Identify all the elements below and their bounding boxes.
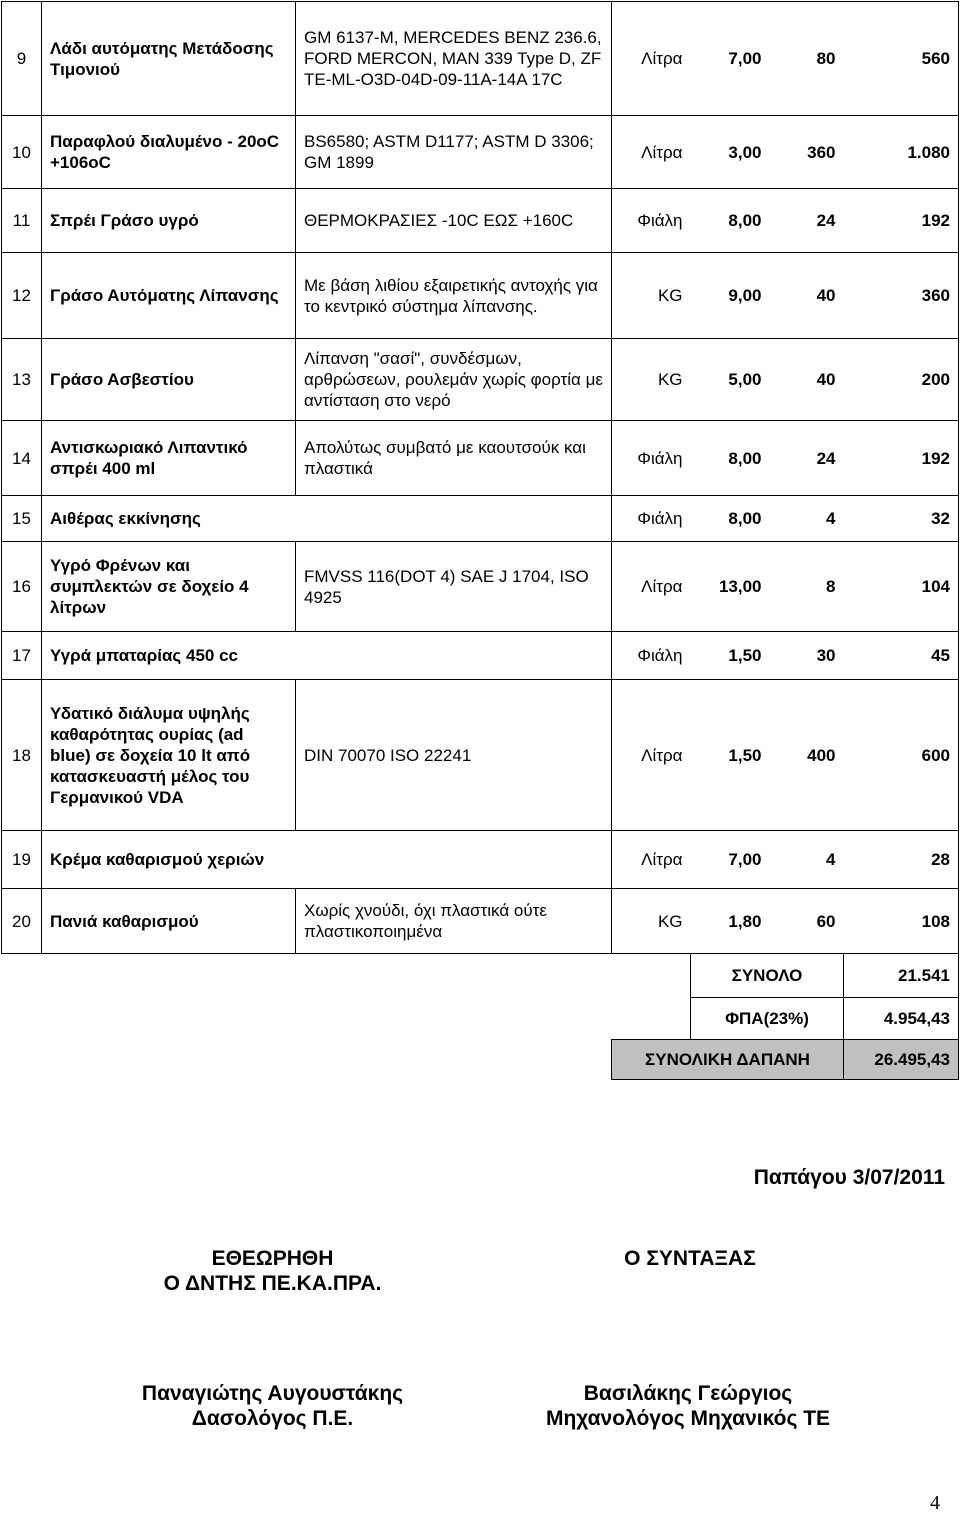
item-unit: Φιάλη bbox=[612, 189, 691, 253]
items-table-body bbox=[2, 2, 959, 1080]
author-signature bbox=[518, 1381, 858, 1431]
item-quantity: 80 bbox=[770, 2, 844, 116]
row-number: 13 bbox=[2, 339, 42, 421]
item-unit: Λίτρα bbox=[612, 2, 691, 116]
item-specification bbox=[296, 632, 612, 680]
item-unit-price: 8,00 bbox=[691, 496, 770, 542]
item-unit: Φιάλη bbox=[612, 632, 691, 680]
item-total: 600 bbox=[844, 680, 959, 831]
approver-signature bbox=[110, 1381, 435, 1431]
item-description: Κρέμα καθαρισμού χεριών bbox=[42, 831, 296, 889]
item-unit-price: 8,00 bbox=[691, 189, 770, 253]
item-description: Υδατικό διάλυμα υψηλής καθαρότητας ουρίας (ad blue) σε δοχεία 10 lt από κατασκευαστή μέλος του Γερμανικού VDA bbox=[42, 680, 296, 831]
vat-label: ΦΠΑ(23%) bbox=[691, 998, 844, 1040]
approver-role: Ο ΔΝΤΗΣ ΠΕ.ΚΑ.ΠΡΑ. bbox=[163, 1272, 382, 1295]
item-quantity: 30 bbox=[770, 632, 844, 680]
items-table bbox=[1, 1, 959, 1080]
item-description: Πανιά καθαρισμού bbox=[42, 889, 296, 954]
item-unit-price: 13,00 bbox=[691, 542, 770, 632]
author-block bbox=[570, 1246, 810, 1271]
item-unit-price: 1,80 bbox=[691, 889, 770, 954]
item-description: Αιθέρας εκκίνησης bbox=[42, 496, 296, 542]
item-quantity: 4 bbox=[770, 496, 844, 542]
row-number: 9 bbox=[2, 2, 42, 116]
table-row bbox=[2, 632, 959, 680]
table-row bbox=[2, 339, 959, 421]
row-number: 12 bbox=[2, 253, 42, 339]
grand-total-row bbox=[2, 1040, 959, 1080]
table-row bbox=[2, 496, 959, 542]
item-unit: Λίτρα bbox=[612, 680, 691, 831]
grand-total-value: 26.495,43 bbox=[844, 1040, 959, 1080]
row-number: 18 bbox=[2, 680, 42, 831]
item-unit-price: 1,50 bbox=[691, 680, 770, 831]
item-unit-price: 7,00 bbox=[691, 2, 770, 116]
item-total: 45 bbox=[844, 632, 959, 680]
row-number: 16 bbox=[2, 542, 42, 632]
item-quantity: 400 bbox=[770, 680, 844, 831]
item-description: Σπρέι Γράσο υγρό bbox=[42, 189, 296, 253]
document-date: Παπάγου 3/07/2011 bbox=[753, 1166, 945, 1189]
item-quantity: 60 bbox=[770, 889, 844, 954]
table-row bbox=[2, 421, 959, 496]
item-specification: Με βάση λιθίου εξαιρετικής αντοχής για το κεντρικό σύστημα λίπανσης. bbox=[296, 253, 612, 339]
item-total: 192 bbox=[844, 189, 959, 253]
row-number: 19 bbox=[2, 831, 42, 889]
item-specification: ΘΕΡΜΟΚΡΑΣΙΕΣ -10C ΕΩΣ +160C bbox=[296, 189, 612, 253]
item-total: 108 bbox=[844, 889, 959, 954]
item-quantity: 24 bbox=[770, 189, 844, 253]
table-row bbox=[2, 831, 959, 889]
item-unit: KG bbox=[612, 339, 691, 421]
item-total: 192 bbox=[844, 421, 959, 496]
author-name: Βασιλάκης Γεώργιος bbox=[583, 1382, 793, 1405]
author-role: Ο ΣΥΝΤΑΞΑΣ bbox=[624, 1247, 756, 1270]
item-unit-price: 8,00 bbox=[691, 421, 770, 496]
item-unit: Λίτρα bbox=[612, 542, 691, 632]
item-unit-price: 9,00 bbox=[691, 253, 770, 339]
item-unit-price: 1,50 bbox=[691, 632, 770, 680]
item-specification: GM 6137-M, MERCEDES BENZ 236.6, FORD MERCON, MAN 339 Type D, ZF TE-ML-O3D-04D-09-11A-14A 17C bbox=[296, 2, 612, 116]
row-number: 15 bbox=[2, 496, 42, 542]
table-row bbox=[2, 889, 959, 954]
table-row bbox=[2, 680, 959, 831]
item-total: 32 bbox=[844, 496, 959, 542]
row-number: 20 bbox=[2, 889, 42, 954]
row-number: 11 bbox=[2, 189, 42, 253]
item-specification bbox=[296, 831, 612, 889]
table-row bbox=[2, 116, 959, 189]
item-unit: KG bbox=[612, 253, 691, 339]
item-description: Λάδι αυτόματης Μετάδοσης Τιμονιού bbox=[42, 2, 296, 116]
item-quantity: 40 bbox=[770, 339, 844, 421]
row-number: 17 bbox=[2, 632, 42, 680]
item-specification bbox=[296, 496, 612, 542]
item-specification: Χωρίς χνούδι, όχι πλαστικά ούτε πλαστικοποιημένα bbox=[296, 889, 612, 954]
item-unit-price: 7,00 bbox=[691, 831, 770, 889]
page-number: 4 bbox=[930, 1492, 940, 1514]
grand-total-label: ΣΥΝΟΛΙΚΗ ΔΑΠΑΝΗ bbox=[612, 1040, 844, 1080]
item-total: 104 bbox=[844, 542, 959, 632]
item-specification: BS6580; ASTM D1177; ASTM D 3306; GM 1899 bbox=[296, 116, 612, 189]
item-unit: Φιάλη bbox=[612, 421, 691, 496]
item-description: Γράσο Ασβεστίου bbox=[42, 339, 296, 421]
item-description: Γράσο Αυτόματης Λίπανσης bbox=[42, 253, 296, 339]
item-unit: Λίτρα bbox=[612, 831, 691, 889]
item-specification: Λίπανση "σασί", συνδέσμων, αρθρώσεων, ρουλεμάν χωρίς φορτία με αντίσταση στο νερό bbox=[296, 339, 612, 421]
item-total: 1.080 bbox=[844, 116, 959, 189]
table-row bbox=[2, 2, 959, 116]
item-total: 200 bbox=[844, 339, 959, 421]
vat-value: 4.954,43 bbox=[844, 998, 959, 1040]
approval-label: ΕΘΕΩΡΗΘΗ bbox=[211, 1247, 334, 1270]
row-number: 14 bbox=[2, 421, 42, 496]
item-unit: Φιάλη bbox=[612, 496, 691, 542]
vat-row bbox=[2, 998, 959, 1040]
item-total: 360 bbox=[844, 253, 959, 339]
item-unit: Λίτρα bbox=[612, 116, 691, 189]
subtotal-label: ΣΥΝΟΛΟ bbox=[691, 954, 844, 998]
subtotal-row bbox=[2, 954, 959, 998]
item-quantity: 40 bbox=[770, 253, 844, 339]
approver-title: Δασολόγος Π.Ε. bbox=[191, 1407, 354, 1430]
item-description: Παραφλού διαλυμένο - 20oC +106oC bbox=[42, 116, 296, 189]
approval-block bbox=[130, 1246, 415, 1296]
item-description: Υγρά μπαταρίας 450 cc bbox=[42, 632, 296, 680]
table-row bbox=[2, 253, 959, 339]
item-quantity: 4 bbox=[770, 831, 844, 889]
item-unit-price: 3,00 bbox=[691, 116, 770, 189]
item-quantity: 8 bbox=[770, 542, 844, 632]
item-unit: KG bbox=[612, 889, 691, 954]
item-total: 28 bbox=[844, 831, 959, 889]
subtotal-value: 21.541 bbox=[844, 954, 959, 998]
item-specification: Απολύτως συμβατό με καουτσούκ και πλαστικά bbox=[296, 421, 612, 496]
approver-name: Παναγιώτης Αυγουστάκης bbox=[141, 1382, 404, 1405]
item-description: Αντισκωριακό Λιπαντικό σπρέι 400 ml bbox=[42, 421, 296, 496]
table-row bbox=[2, 189, 959, 253]
item-unit-price: 5,00 bbox=[691, 339, 770, 421]
table-row bbox=[2, 542, 959, 632]
item-description: Υγρό Φρένων και συμπλεκτών σε δοχείο 4 λίτρων bbox=[42, 542, 296, 632]
author-title: Μηχανολόγος Μηχανικός ΤΕ bbox=[545, 1407, 831, 1430]
row-number: 10 bbox=[2, 116, 42, 189]
item-total: 560 bbox=[844, 2, 959, 116]
item-specification: DIN 70070 ISO 22241 bbox=[296, 680, 612, 831]
item-quantity: 24 bbox=[770, 421, 844, 496]
item-quantity: 360 bbox=[770, 116, 844, 189]
item-specification: FMVSS 116(DOT 4) SAE J 1704, ISO 4925 bbox=[296, 542, 612, 632]
